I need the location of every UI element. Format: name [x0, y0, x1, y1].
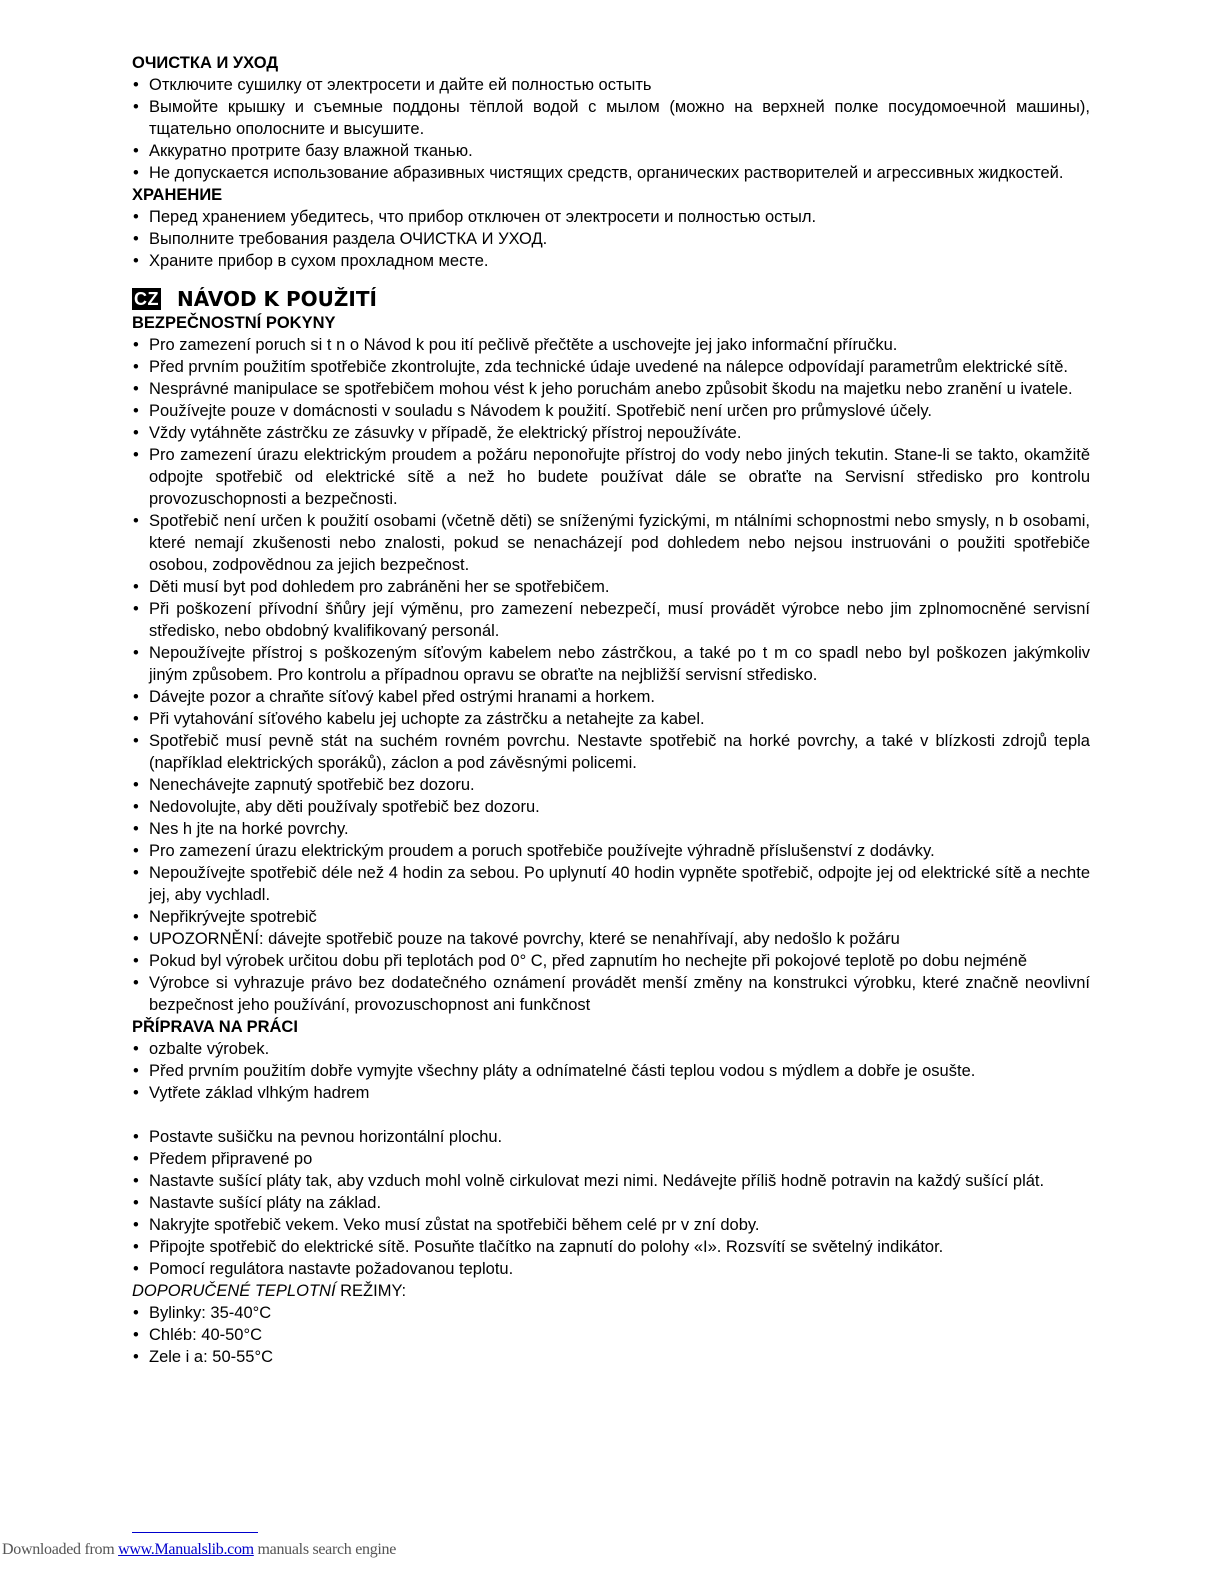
- list-item: • UPOZORNĚNÍ: dávejte spotřebič pouze na takové povrchy, které se nenahřívají, aby nedošlo k požáru: [132, 928, 1090, 950]
- list-item: • Храните прибор в сухом прохладном месте.: [132, 250, 1090, 272]
- list-item: • Používejte pouze v domácnosti v souladu s Návodem k použití. Spotřebič není určen pro průmyslové účely.: [132, 400, 1090, 422]
- temps-list: [132, 1302, 1090, 1368]
- page-content: [132, 52, 1090, 1368]
- list-item: • Pomocí regulátora nastavte požadovanou teplotu.: [132, 1258, 1090, 1280]
- list-item: • Připojte spotřebič do elektrické sítě. Posuňte tlačítko na zapnutí do polohy «I». Rozsvítí se světelný indikátor.: [132, 1236, 1090, 1258]
- footer-suffix: manuals search engine: [253, 1541, 397, 1558]
- list-item: • Pokud byl výrobek určitou dobu při teplotách pod 0° C, před zapnutím ho nechejte při pokojové teplotě po dobu nejméně: [132, 950, 1090, 972]
- list-item: • Nenechávejte zapnutý spotřebič bez dozoru.: [132, 774, 1090, 796]
- list-item: • Pro zamezení úrazu elektrickým proudem a poruch spotřebiče používejte výhradně příslušenství z dodávky.: [132, 840, 1090, 862]
- list-item: • Před prvním použitím dobře vymyjte všechny pláty a odnímatelné části teplou vodou s mýdlem a dobře je osušte.: [132, 1060, 1090, 1082]
- list-item: • Při vytahování síťového kabelu jej uchopte za zástrčku a netahejte za kabel.: [132, 708, 1090, 730]
- list-item: • Аккуратно протрите базу влажной тканью.: [132, 140, 1090, 162]
- list-item: • Pro zamezení úrazu elektrickým proudem a požáru neponořujte přístroj do vody nebo jiných tekutin. Stane-li se takto, okamžitě odpojte spotřebič od elektrické sítě a než ho budete používat dále se obraťte na Servisní středisko pro kontrolu provozuschopnosti a bezpečnosti.: [132, 444, 1090, 510]
- list-item: • Při poškození přívodní šňůry její výměnu, pro zamezení nebezpečí, musí provádět výrobce nebo jim zplnomocněné servisní středisko, nebo obdobný kvalifikovaný personál.: [132, 598, 1090, 642]
- use-list: [132, 1126, 1090, 1280]
- prep-list: [132, 1038, 1090, 1104]
- cleaning-list: [132, 74, 1090, 184]
- list-item: • Předem připravené po: [132, 1148, 1090, 1170]
- list-item: • ozbalte výrobek.: [132, 1038, 1090, 1060]
- list-item: • Výrobce si vyhrazuje právo bez dodatečného oznámení provádět menší změny na konstrukci výrobku, které značně neovlivní bezpečnost jeho používání, provozuschopnost ani funkčnost: [132, 972, 1090, 1016]
- storage-list: [132, 206, 1090, 272]
- list-item: • Spotřebič není určen k použití osobami (včetně děti) se sníženými fyzickými, m ntálními schopnostmi nebo smysly, n b osobami, které nemají zkušenosti nebo znalosti, pokud se nenacházejí pod dohledem nebo nejsou instruováni o použiti spotřebiče osobou, zodpovědnou za jejich bezpečnost.: [132, 510, 1090, 576]
- safety-list: [132, 334, 1090, 1016]
- list-item: • Před prvním použitím spotřebiče zkontrolujte, zda technické údaje uvedené na nálepce odpovídají parametrům elektrické sítě.: [132, 356, 1090, 378]
- list-item: • Chléb: 40-50°C: [132, 1324, 1090, 1346]
- safety-heading: BEZPEČNOSTNÍ POKYNY: [132, 314, 336, 332]
- list-item: • Не допускается использование абразивных чистящих средств, органических растворителей и агрессивных жидкостей.: [132, 162, 1090, 184]
- list-item: • Pro zamezení poruch si t n o Návod k pou ití pečlivě přečtěte a uschovejte jej jako informační příručku.: [132, 334, 1090, 356]
- list-item: • Nedovolujte, aby děti používaly spotřebič bez dozoru.: [132, 796, 1090, 818]
- footer: [2, 1541, 396, 1559]
- footer-divider: [132, 1532, 258, 1533]
- list-item: • Bylinky: 35-40°C: [132, 1302, 1090, 1324]
- prep-heading: PŘÍPRAVA NA PRÁCI: [132, 1018, 298, 1036]
- cz-section-header: [132, 286, 1090, 312]
- temps-heading: [132, 1280, 1090, 1302]
- list-item: • Děti musí byt pod dohledem pro zabráněni her se spotřebičem.: [132, 576, 1090, 598]
- list-item: • Выполните требования раздела ОЧИСТКА И УХОД.: [132, 228, 1090, 250]
- list-item: • Vytřete základ vlhkým hadrem: [132, 1082, 1090, 1104]
- list-item: • Spotřebič musí pevně stát na suchém rovném povrchu. Nestavte spotřebič na horké povrchy, a také v blízkosti zdrojů tepla (například elektrických sporáků), záclon a pod závěsnými policemi.: [132, 730, 1090, 774]
- list-item: • Zele i a: 50-55°C: [132, 1346, 1090, 1368]
- storage-heading: ХРАНЕНИЕ: [132, 186, 223, 204]
- list-item: • Vždy vytáhněte zástrčku ze zásuvky v případě, že elektrický přístroj nepoužíváte.: [132, 422, 1090, 444]
- list-item: • Nastavte sušící pláty na základ.: [132, 1192, 1090, 1214]
- temps-heading-rest: REŽIMY:: [335, 1282, 407, 1300]
- blank-line: [132, 1104, 1090, 1126]
- language-badge: CZ: [134, 289, 159, 309]
- section-title: NÁVOD K POUŽITÍ: [177, 287, 377, 311]
- list-item: • Nes h jte na horké povrchy.: [132, 818, 1090, 840]
- cleaning-heading: ОЧИСТКА И УХОД: [132, 54, 279, 72]
- list-item: • Перед хранением убедитесь, что прибор отключен от электросети и полностью остыл.: [132, 206, 1090, 228]
- manualslib-link[interactable]: www.Manualslib.com: [118, 1541, 254, 1558]
- list-item: • Вымойте крышку и съемные поддоны тёплой водой с мылом (можно на верхней полке посудомоечной машины), тщательно ополосните и высушите.: [132, 96, 1090, 140]
- list-item: • Postavte sušičku na pevnou horizontální plochu.: [132, 1126, 1090, 1148]
- list-item: • Отключите сушилку от электросети и дайте ей полностью остыть: [132, 74, 1090, 96]
- list-item: • Dávejte pozor a chraňte síťový kabel před ostrými hranami a horkem.: [132, 686, 1090, 708]
- temps-heading-italic: DOPORUČENÉ TEPLOTNÍ: [132, 1282, 336, 1300]
- list-item: • Nesprávné manipulace se spotřebičem mohou vést k jeho poruchám anebo způsobit škodu na majetku nebo zranění u ivatele.: [132, 378, 1090, 400]
- footer-prefix: Downloaded from: [2, 1541, 119, 1558]
- list-item: • Nepoužívejte spotřebič déle než 4 hodin za sebou. Po uplynutí 40 hodin vypněte spotřebič, odpojte jej od elektrické sítě a nechte jej, aby vychladl.: [132, 862, 1090, 906]
- list-item: • Nepřikrývejte spotrebič: [132, 906, 1090, 928]
- list-item: • Nastavte sušící pláty tak, aby vzduch mohl volně cirkulovat mezi nimi. Nedávejte příliš hodně potravin na každý sušící plát.: [132, 1170, 1090, 1192]
- list-item: • Nepoužívejte přístroj s poškozeným síťovým kabelem nebo zástrčkou, a také po t m co spadl nebo byl poškozen jakýmkoliv jiným způsobem. Pro kontrolu a případnou opravu se obraťte na nejbližší servisní středisko.: [132, 642, 1090, 686]
- list-item: • Nakryjte spotřebič vekem. Veko musí zůstat na spotřebiči během celé pr v zní doby.: [132, 1214, 1090, 1236]
